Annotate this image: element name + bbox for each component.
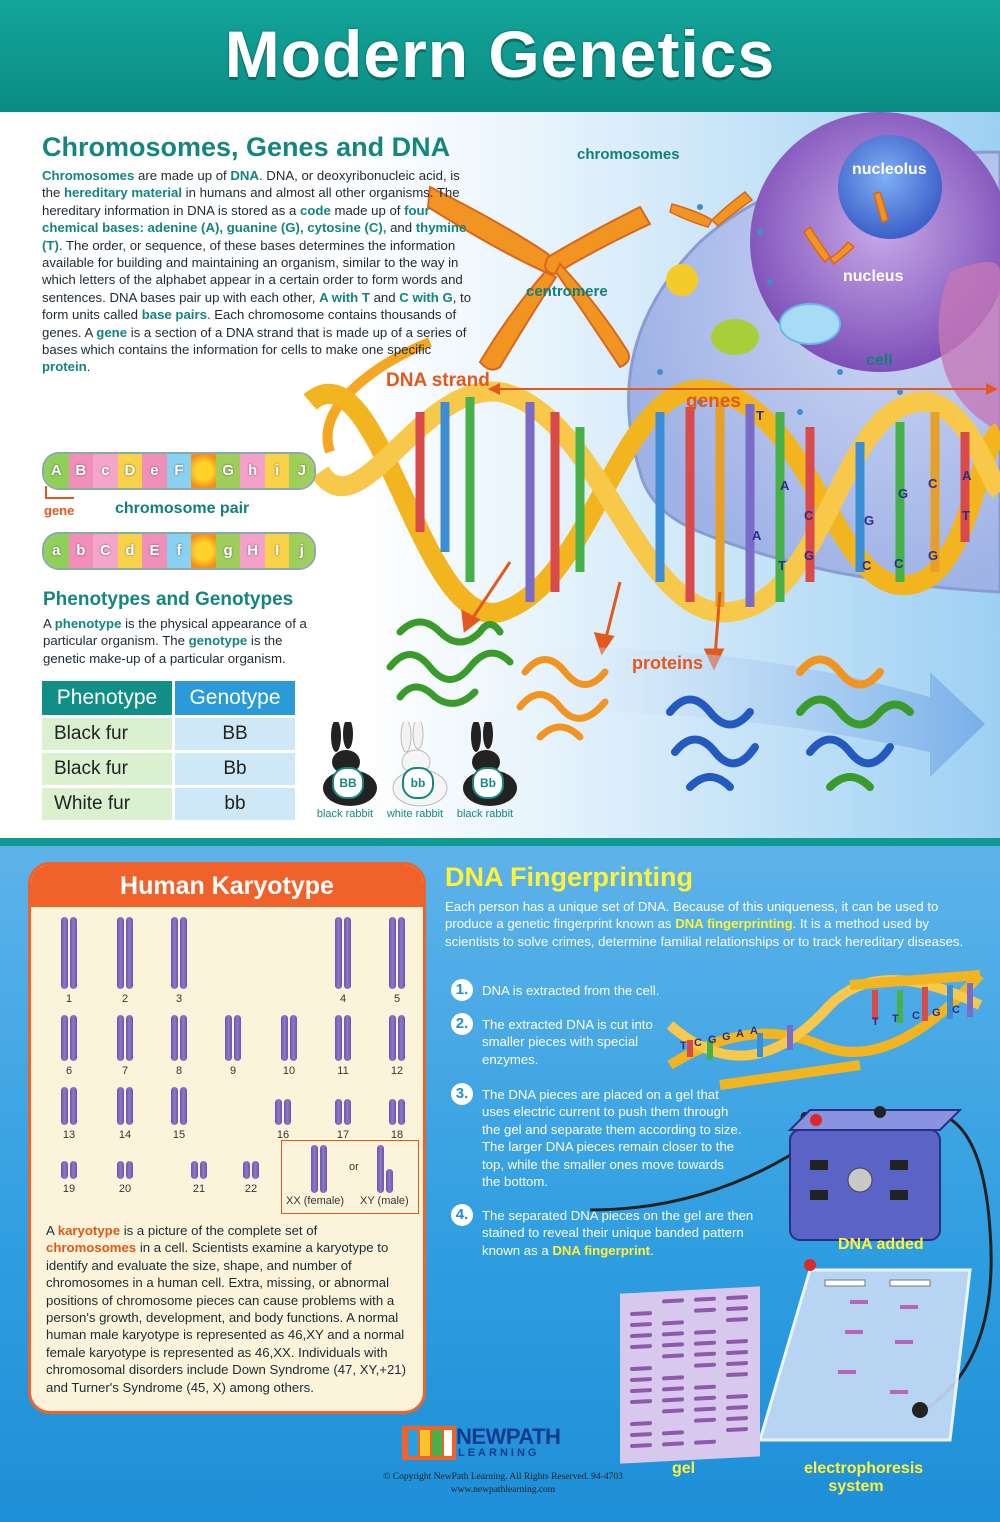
chromosomes-text-run: . Each chromosome contains thousands of genes. A — [42, 307, 457, 340]
karyotype-heading: Human Karyotype — [31, 865, 423, 907]
fragment-base: T — [892, 1013, 899, 1025]
chromosome-band: D — [118, 454, 143, 488]
chromosome-glyph — [290, 1015, 297, 1061]
chromosome-glyph — [200, 1161, 207, 1179]
chromosome-glyph — [398, 1099, 405, 1125]
chromosome-number: 1 — [65, 993, 73, 1005]
chromosome-band: e — [142, 454, 167, 488]
gel-band — [726, 1405, 748, 1410]
chromosomes-paragraph — [42, 167, 480, 376]
phenotype-text-run: phenotype — [54, 616, 122, 631]
chromosome-number: 6 — [65, 1065, 73, 1077]
chromosome-number: 13 — [62, 1129, 76, 1141]
chromosome-band: b — [69, 534, 94, 568]
chromosome-number: 18 — [390, 1129, 404, 1141]
chromosome-glyph — [389, 1099, 396, 1125]
logo-text-top: NEWPATH — [456, 1424, 561, 1449]
fragment-base: G — [932, 1007, 941, 1019]
electrophoresis-label: electrophoresis system — [804, 1460, 924, 1495]
chromosome-glyph — [398, 917, 405, 989]
table-cell: Black fur — [42, 753, 172, 785]
chromosome-glyph — [281, 1015, 288, 1061]
xy-label: XY (male) — [360, 1195, 409, 1207]
xx-label: XX (female) — [286, 1195, 345, 1207]
centromere-label: centromere — [526, 283, 608, 300]
chromosome-band — [191, 534, 216, 568]
fragment-base: T — [872, 1016, 879, 1028]
fingerprinting-text-run: DNA fingerprinting — [675, 916, 793, 932]
rabbit-caption: black rabbit — [456, 808, 514, 820]
chromosomes-text-run: four chemical bases: adenine (A), guanine (G), cytosine (C), — [42, 202, 430, 236]
chromosome-glyph — [126, 917, 133, 989]
chromosome-glyph — [171, 917, 178, 989]
gel-band — [630, 1333, 652, 1338]
table-cell: Bb — [175, 753, 295, 785]
step-text: The extracted DNA is cut into smaller pieces with special enzymes. — [482, 1017, 653, 1067]
chromosomes-text-run: , to form units called — [42, 289, 472, 323]
chromosome-glyph — [252, 1161, 259, 1179]
fingerprinting-heading: DNA Fingerprinting — [445, 862, 693, 892]
chromosome-band: A — [44, 454, 69, 488]
chromosome-band: C — [93, 534, 118, 568]
gel-band — [726, 1416, 748, 1421]
chromosome-band: j — [289, 534, 314, 568]
chromosomes-text-run: . DNA, or deoxyribonucleic acid, is the — [42, 168, 460, 201]
table-cell: White fur — [42, 788, 172, 820]
chromosome-band: J — [289, 454, 314, 488]
chromosomes-text-run: and — [386, 220, 416, 236]
chromosome-glyph — [70, 917, 77, 989]
chromosome-band: B — [69, 454, 94, 488]
chromosomes-text-run: Chromosomes — [42, 168, 135, 183]
nucleolus-shape — [838, 135, 942, 239]
chromosome-number: 12 — [390, 1065, 404, 1077]
gel-band — [694, 1407, 716, 1412]
karyotype-text-run: karyotype — [57, 1223, 121, 1238]
gel-band — [726, 1317, 748, 1322]
karyotype-text-run: in a cell. Scientists examine a karyotype to identify and evaluate the size, shape, and number of chromosomes in a human cell. Extra, missing, or abnormal positions of chromosome pieces can cause problems with a person's growth, development, and body functions. A normal human male karyotype is represented as 46,XY and a normal female karyotype is represented as 46,XX. Individuals with chromosomal disorders include Down Syndrome (47, XY,+21) and Turner's Syndrome (45, X) among others. — [46, 1240, 407, 1395]
chromosome-glyph — [335, 1099, 342, 1125]
chromosomes-text-run: gene — [96, 324, 128, 340]
gel-band — [726, 1427, 748, 1432]
chromosome-glyph — [335, 917, 342, 989]
chromosome-number: 2 — [121, 993, 129, 1005]
chromosome-band: F — [167, 454, 192, 488]
gel-band — [662, 1408, 684, 1413]
gel-band — [694, 1341, 716, 1346]
chromosome-glyph — [70, 1087, 77, 1125]
chromosome-band: E — [142, 534, 167, 568]
gel-band — [694, 1308, 716, 1313]
chromosome-glyph — [180, 1087, 187, 1125]
step-text: The DNA pieces are placed on a gel that uses electric current to push them through the gel and separate them according to size. The larger DNA pieces remain closer to the top, while the smaller ones move towards the bottom. — [482, 1087, 742, 1190]
gel-band — [726, 1339, 748, 1344]
chromosome-number: 20 — [118, 1183, 132, 1195]
chromosomes-text-run: are made up of — [134, 168, 231, 183]
chromosomes-text-run: protein — [42, 359, 87, 375]
chromosome-number: 8 — [175, 1065, 183, 1077]
chromosome-glyph — [117, 917, 124, 989]
gel-band — [630, 1421, 652, 1426]
chromosome-band: c — [93, 454, 118, 488]
gel-band — [694, 1363, 716, 1368]
gel-sheet — [620, 1286, 760, 1463]
chromosome-number: 17 — [336, 1129, 350, 1141]
chromosome-band — [191, 454, 216, 488]
chromosome-band: a — [44, 534, 69, 568]
logo-text-bottom: LEARNING — [458, 1447, 540, 1459]
chromosome-glyph — [180, 1015, 187, 1061]
chromosome-glyph — [344, 1099, 351, 1125]
chromosome-upper — [42, 452, 316, 490]
nucleus-label: nucleus — [843, 268, 904, 285]
gel-band — [694, 1385, 716, 1390]
gel-band — [662, 1430, 684, 1435]
gel-band — [694, 1297, 716, 1302]
chromosome-glyph — [61, 1015, 68, 1061]
page-title: Modern Genetics — [224, 17, 776, 91]
gel-band — [662, 1331, 684, 1336]
gel-band — [726, 1394, 748, 1399]
karyotype-text-run: chromosomes — [46, 1240, 137, 1256]
table-row — [42, 788, 295, 820]
chromosomes-text-run: in humans and almost all other organisms. The hereditary information in DNA is stored as a — [42, 185, 460, 218]
phenotype-text-run: genotype — [188, 633, 248, 649]
chromosome-glyph — [284, 1099, 291, 1125]
chromosome-glyph — [275, 1099, 282, 1125]
chromosome-glyph — [234, 1015, 241, 1061]
gel-label: gel — [672, 1460, 696, 1477]
chromosomes-text-run: code — [300, 202, 331, 218]
table-cell: Black fur — [42, 718, 172, 750]
chromosome-number: 9 — [229, 1065, 237, 1077]
gel-band — [662, 1353, 684, 1358]
step-number: 2. — [451, 1013, 473, 1035]
chromosome-glyph — [335, 1015, 342, 1061]
chromosome-lower — [42, 532, 316, 570]
phenotype-heading: Phenotypes and Genotypes — [43, 589, 294, 610]
copyright-text: © Copyright NewPath Learning. All Rights Reserved. 94-4703 — [383, 1472, 623, 1482]
gel-band — [630, 1322, 652, 1327]
chromosomes-text-run: and — [369, 289, 400, 305]
newpath-logo-icon — [400, 1422, 460, 1462]
chromosomes-text-run: . — [86, 359, 91, 375]
gel-band — [630, 1388, 652, 1393]
chromosomes-text-run: base pairs — [141, 307, 207, 323]
chromosome-glyph — [61, 917, 68, 989]
chromosome-number: 11 — [337, 1065, 349, 1077]
fragment-base: C — [694, 1037, 702, 1049]
step-text: DNA is extracted from the cell. — [482, 983, 660, 998]
chromosome-number: 7 — [121, 1065, 129, 1077]
chromosome-band: H — [240, 534, 265, 568]
gel-band — [630, 1377, 652, 1382]
rabbit-caption: black rabbit — [316, 808, 374, 820]
chromosome-glyph — [171, 1087, 178, 1125]
chromosome-band: d — [118, 534, 143, 568]
proteins-label: proteins — [632, 653, 704, 673]
phenotype-text-run: A — [43, 616, 55, 631]
chromosome-glyph — [344, 1015, 351, 1061]
phenotype-text-run: is the physical appearance of a particular organism. The — [43, 616, 307, 649]
gel-band — [662, 1375, 684, 1380]
chromosomes-text-run: thymine (T) — [42, 220, 467, 253]
gel-band — [726, 1295, 748, 1300]
gel-band — [630, 1366, 652, 1371]
chromosome-number: 3 — [175, 993, 183, 1005]
gel-band — [662, 1298, 684, 1303]
fragment-base: G — [722, 1031, 731, 1043]
step-number: 4. — [451, 1204, 473, 1226]
gel-band — [694, 1418, 716, 1423]
table-cell: bb — [175, 788, 295, 820]
chromosome-glyph — [344, 917, 351, 989]
rabbit-genotype-badge: Bb — [472, 767, 504, 799]
chromosome-number: 4 — [339, 993, 347, 1005]
chromosome-number: 15 — [172, 1129, 186, 1141]
chromosome-number: 21 — [192, 1183, 206, 1195]
gel-band — [694, 1396, 716, 1401]
step-text: The separated DNA pieces on the gel are then stained to reveal their unique banded pattern known as a DNA fingerprint. — [482, 1208, 754, 1258]
fingerprinting-intro — [445, 898, 965, 950]
chromosomes-text-run: hereditary material — [64, 185, 183, 201]
table-header-phenotype: Phenotype — [42, 681, 172, 715]
karyotype-panel — [28, 862, 426, 1414]
gel-band — [662, 1342, 684, 1347]
chromosomes-heading: Chromosomes, Genes and DNA — [42, 132, 451, 162]
table-cell: BB — [175, 718, 295, 750]
chromosome-pair-label: chromosome pair — [115, 500, 250, 517]
table-row — [42, 718, 295, 750]
step-number: 3. — [451, 1083, 473, 1105]
gel-band — [630, 1344, 652, 1349]
chromosome-glyph — [117, 1161, 124, 1179]
gel-band — [726, 1361, 748, 1366]
nucleolus-label: nucleolus — [852, 161, 927, 178]
gel-band — [726, 1350, 748, 1355]
phenotype-paragraph — [43, 615, 319, 667]
phenotype-genotype-table — [39, 678, 298, 823]
rabbit-genotype-badge: bb — [402, 767, 434, 799]
fragment-base: C — [912, 1010, 920, 1022]
genes-label: genes — [686, 391, 741, 412]
chromosome-number: 19 — [62, 1183, 76, 1195]
gel-band — [662, 1386, 684, 1391]
chromosome-glyph — [180, 917, 187, 989]
chromosome-glyph — [243, 1161, 250, 1179]
chromosomes-label: chromosomes — [577, 146, 680, 163]
gel-band — [726, 1306, 748, 1311]
gel-band — [630, 1311, 652, 1316]
chromosome-band: g — [216, 534, 241, 568]
chromosome-band: h — [240, 454, 265, 488]
chromosome-glyph — [171, 1015, 178, 1061]
chromosome-band: f — [167, 534, 192, 568]
gel-band — [694, 1330, 716, 1335]
table-row — [42, 753, 295, 785]
chromosome-number: 10 — [282, 1065, 296, 1077]
chromosomes-text-run: A with T — [319, 289, 370, 305]
gene-label: gene — [44, 503, 75, 518]
fingerprinting-text-run: Each person has a unique set of DNA. Because of this uniqueness, it can be used to produce a genetic fingerprint known as — [445, 899, 939, 932]
step-number: 1. — [451, 979, 473, 1001]
chromosome-band: I — [265, 534, 290, 568]
fragment-base: G — [708, 1034, 717, 1046]
website-link[interactable]: www.newpathlearning.com — [450, 1485, 556, 1495]
chromosome-glyph — [117, 1015, 124, 1061]
chromosome-glyph — [389, 1015, 396, 1061]
chromosomes-text-run: made up of — [330, 202, 405, 218]
table-header-genotype: Genotype — [175, 681, 295, 715]
chromosome-glyph — [117, 1087, 124, 1125]
fingerprinting-text-run: . It is a method used by scientists to solve crimes, determine familial relationships or to track hereditary diseases. — [445, 916, 964, 949]
cell-label: cell — [866, 352, 893, 369]
gel-band — [662, 1441, 684, 1446]
gel-band — [694, 1440, 716, 1445]
rabbit-genotype-badge: BB — [332, 767, 364, 799]
karyotype-text-run: is a picture of the complete set of — [120, 1223, 318, 1238]
chromosome-number: 22 — [244, 1183, 258, 1195]
fragment-base: A — [750, 1025, 758, 1037]
chromosome-band: i — [265, 454, 290, 488]
phenotype-text-run: is the genetic make-up of a particular organism. — [43, 633, 286, 666]
gel-band — [662, 1397, 684, 1402]
chromosome-glyph — [61, 1087, 68, 1125]
rabbit-caption: white rabbit — [386, 808, 444, 820]
section-divider — [0, 838, 1000, 846]
chromosome-glyph — [126, 1161, 133, 1179]
chromosome-glyph — [126, 1087, 133, 1125]
chromosome-glyph — [61, 1161, 68, 1179]
or-label: or — [349, 1161, 359, 1173]
chromosomes-text-run: is a section of a DNA strand that is made up of a series of bases which contains the information for cells to make one specific — [42, 324, 467, 358]
chromosome-band: G — [216, 454, 241, 488]
dna-strand-label: DNA strand — [386, 370, 490, 391]
chromosome-number: 14 — [118, 1129, 132, 1141]
chromosome-glyph — [70, 1161, 77, 1179]
chromosomes-text-run: . The order, or sequence, of these bases determines the information available for building and maintaining an organism, similar to the way in which letters of the alphabet appear in a certain order to form words and sentences. DNA bases pair up with each other, — [42, 237, 463, 305]
chromosome-glyph — [225, 1015, 232, 1061]
gel-band — [694, 1352, 716, 1357]
chromosomes-text-run: C with G — [399, 289, 453, 305]
chromosome-glyph — [398, 1015, 405, 1061]
chromosome-glyph — [70, 1015, 77, 1061]
gel-band — [662, 1320, 684, 1325]
fragment-base: C — [952, 1004, 960, 1016]
gel-band — [726, 1372, 748, 1377]
chromosome-number: 5 — [393, 993, 401, 1005]
chromosome-glyph — [191, 1161, 198, 1179]
fragment-base: T — [680, 1040, 687, 1052]
dna-added-label: DNA added — [838, 1236, 924, 1253]
chromosomes-text-run: DNA — [230, 168, 259, 183]
chromosome-number: 16 — [276, 1129, 290, 1141]
rabbits-group — [306, 722, 526, 828]
gel-band — [630, 1443, 652, 1448]
chromosome-glyph — [389, 917, 396, 989]
chromosome-glyph — [126, 1015, 133, 1061]
karyotype-paragraph — [46, 1222, 408, 1396]
gel-band — [630, 1432, 652, 1437]
gel-band — [630, 1399, 652, 1404]
karyotype-text-run: A — [46, 1223, 58, 1238]
fragment-base: A — [736, 1028, 744, 1040]
